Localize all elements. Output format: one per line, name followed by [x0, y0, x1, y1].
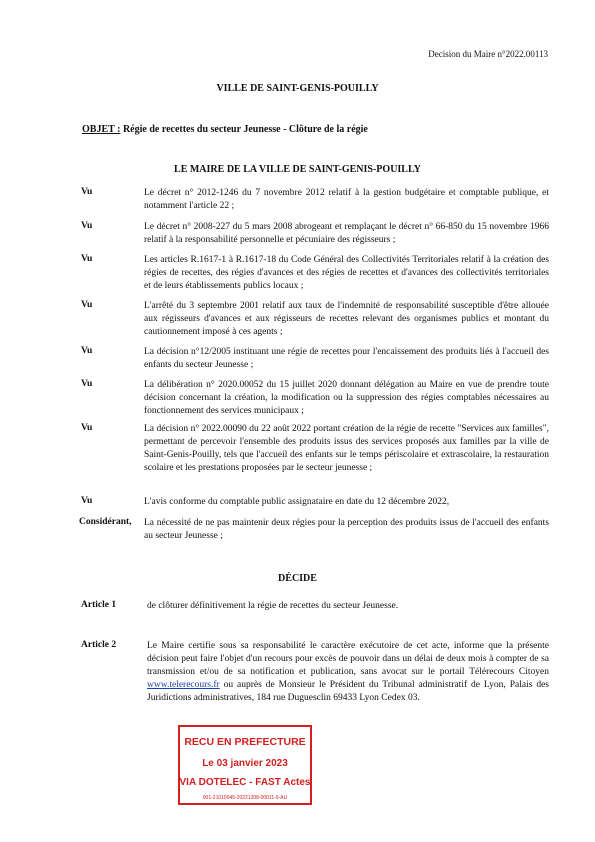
article-label: Article 1 — [81, 600, 117, 610]
vu-text: Le décret n° 2008-227 du 5 mars 2008 abrogeant et remplaçant le décret n° 66-850 du 15 novembre 1966 relatif à la responsabilité personnelle et pécuniaire des régisseurs ; — [144, 222, 549, 245]
vu-label: Vu — [81, 300, 93, 310]
stamp-line-via: VIA DOTELEC - FAST Actes — [179, 777, 311, 788]
considerant-text: La nécessité de ne pas maintenir deux régies pour la perception des produits issus de l'accueil des enfants au secteur Jeunesse ; — [144, 518, 549, 541]
vu-label: Vu — [81, 187, 93, 197]
stamp-line-id: 001-21010045-20221208-00011-9-AU — [202, 795, 288, 801]
decision-reference: Decision du Maire n°2022.00113 — [428, 49, 548, 59]
article-text: de clôturer définitivement la régie de recettes du secteur Jeunesse. — [147, 601, 399, 611]
decide-heading: DÉCIDE — [278, 573, 317, 584]
vu-label: Vu — [81, 221, 93, 231]
vu-label: Vu — [81, 379, 93, 389]
article-text — [147, 640, 549, 705]
vu-text: La décision n° 2022.00090 du 22 août 2022 portant création de la régie de recette "Services aux familles", permettant de percevoir l'ensemble des produits issus des services proposés aux familles par la ville de Saint-Genis-Pouilly, tels que l'accueil des enfants sur le temps périscolaire et extrascolaire, la restauration scolaire et les prestations proposées par le secteur jeunesse ; — [144, 424, 549, 473]
city-heading: VILLE DE SAINT-GENIS-POUILLY — [216, 83, 379, 94]
vu-label: Vu — [81, 346, 93, 356]
objet-line — [82, 124, 368, 135]
article-label: Article 2 — [81, 640, 117, 650]
vu-text: L'arrêté du 3 septembre 2001 relatif aux taux de l'indemnité de responsabilité susceptible d'être allouée aux régisseurs d'avances et aux régisseurs de recettes relevant des organismes publics et montant du cautionnement imposé à ces agents ; — [144, 301, 549, 337]
vu-label: Vu — [81, 496, 93, 506]
vu-text: Les articles R.1617-1 à R.1617-18 du Code Général des Collectivités Territoriales relatif à la création des régies de recettes, des régies d'avances et des régies de recettes et d'avances des collectivités territoriales et de leurs établissements publics locaux ; — [144, 255, 549, 291]
stamp-line-recu: RECU EN PREFECTURE — [184, 736, 306, 748]
telerecours-link[interactable]: www.telerecours.fr — [147, 680, 220, 690]
considerant-label: Considérant, — [79, 517, 132, 527]
article-text-before: Le Maire certifie sous sa responsabilité le caractère exécutoire de cet acte, informe que la présente décision peut faire l'objet d'un recours pour excès de pouvoir dans un délai de deux mois à compter de sa transmission et/ou de sa notification et publication, sans avocat sur le portail Télérecours Citoyen — [147, 641, 549, 677]
vu-text: Le décret n° 2012-1246 du 7 novembre 2012 relatif à la gestion budgétaire et comptable publique, et notamment l'article 22 ; — [144, 188, 549, 211]
maire-title: LE MAIRE DE LA VILLE DE SAINT-GENIS-POUILLY — [174, 164, 421, 175]
prefecture-stamp — [178, 725, 312, 805]
vu-text: La délibération n° 2020.00052 du 15 juillet 2020 donnant délégation au Maire en vue de prendre toute décision concernant la création, la modification ou la suppression des régies comptables nécessaires au fonctionnement des services municipaux ; — [144, 380, 549, 416]
vu-text: La décision n°12/2005 instituant une régie de recettes pour l'encaissement des produits liés à l'accueil des enfants du secteur Jeunesse ; — [144, 347, 549, 370]
stamp-line-date: Le 03 janvier 2023 — [202, 758, 288, 769]
objet-text: Régie de recettes du secteur Jeunesse - Clôture de la régie — [122, 124, 368, 135]
vu-label: Vu — [81, 423, 93, 433]
vu-label: Vu — [81, 254, 93, 264]
objet-label: OBJET : — [82, 124, 121, 135]
article-text-after: ou auprès de Monsieur le Président du Tribunal administratif de Lyon, Palais des Juridictions administratives, 184 rue Duguesclin 69433 Lyon Cedex 03. — [147, 680, 549, 703]
vu-text: L'avis conforme du comptable public assignataire en date du 12 décembre 2022, — [144, 497, 450, 507]
